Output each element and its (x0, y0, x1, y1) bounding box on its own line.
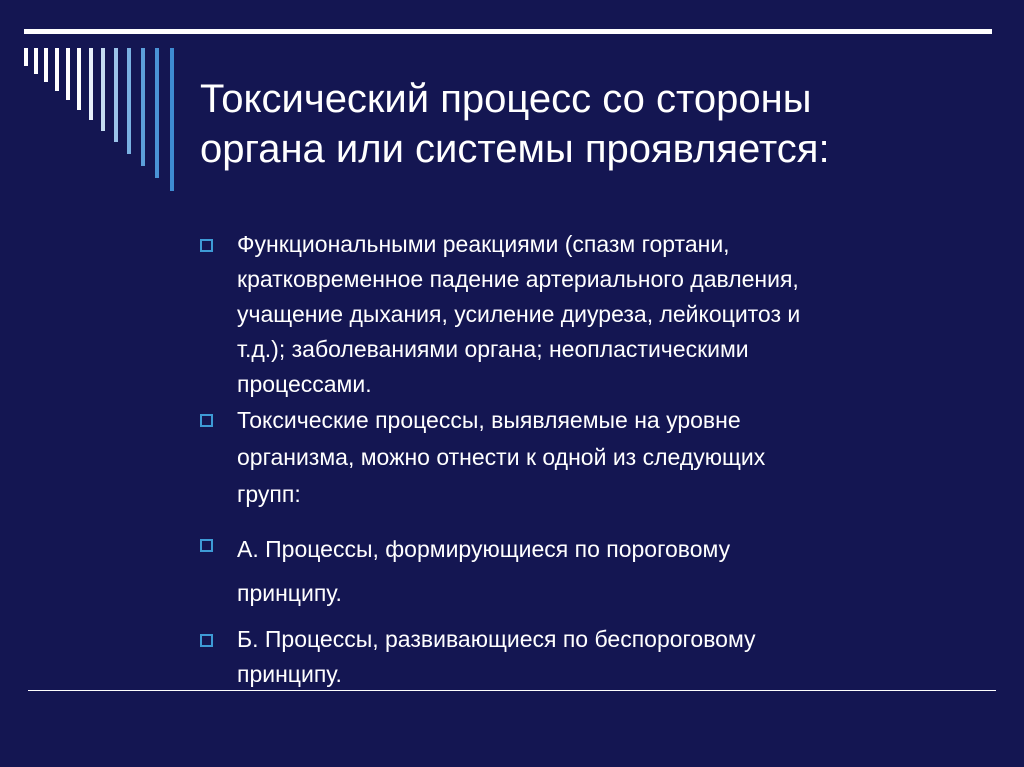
decorative-bar (77, 48, 81, 110)
decorative-bar (101, 48, 105, 131)
decorative-bar (114, 48, 118, 142)
decorative-bar (44, 48, 48, 82)
square-bullet-icon (200, 634, 213, 647)
square-bullet-icon (200, 239, 213, 252)
bullet-item (200, 622, 940, 692)
bullet-item (200, 527, 940, 615)
bottom-rule (28, 690, 996, 691)
slide-title: Токсический процесс со стороны органа или системы проявляется: (200, 77, 830, 171)
decorative-bar (89, 48, 93, 120)
decorative-bar (127, 48, 131, 154)
bullet-item (200, 227, 940, 402)
decorative-bar (155, 48, 159, 178)
bullet-text: Б. Процессы, развивающиеся по беспороговому принципу. (237, 626, 756, 687)
bullet-text: А. Процессы, формирующиеся по пороговому принципу. (237, 536, 731, 606)
decorative-bar (66, 48, 70, 100)
decorative-bars (0, 0, 200, 220)
bullet-text: Функциональными реакциями (спазм гортани, кратковременное падение артериального давления, учащение дыхания, усиление диуреза, лейкоцитоз и т.д.); заболеваниями органа; неопластическими процессами. (237, 231, 801, 397)
bullet-text: Токсические процессы, выявляемые на уровне организма, можно отнести к одной из следующих групп: (237, 407, 766, 507)
bullet-item (200, 402, 940, 513)
decorative-bar (24, 48, 28, 66)
decorative-bar (34, 48, 38, 74)
square-bullet-icon (200, 414, 213, 427)
square-bullet-icon (200, 539, 213, 552)
decorative-bar (170, 48, 174, 191)
decorative-bar (55, 48, 59, 91)
decorative-bar (141, 48, 145, 166)
